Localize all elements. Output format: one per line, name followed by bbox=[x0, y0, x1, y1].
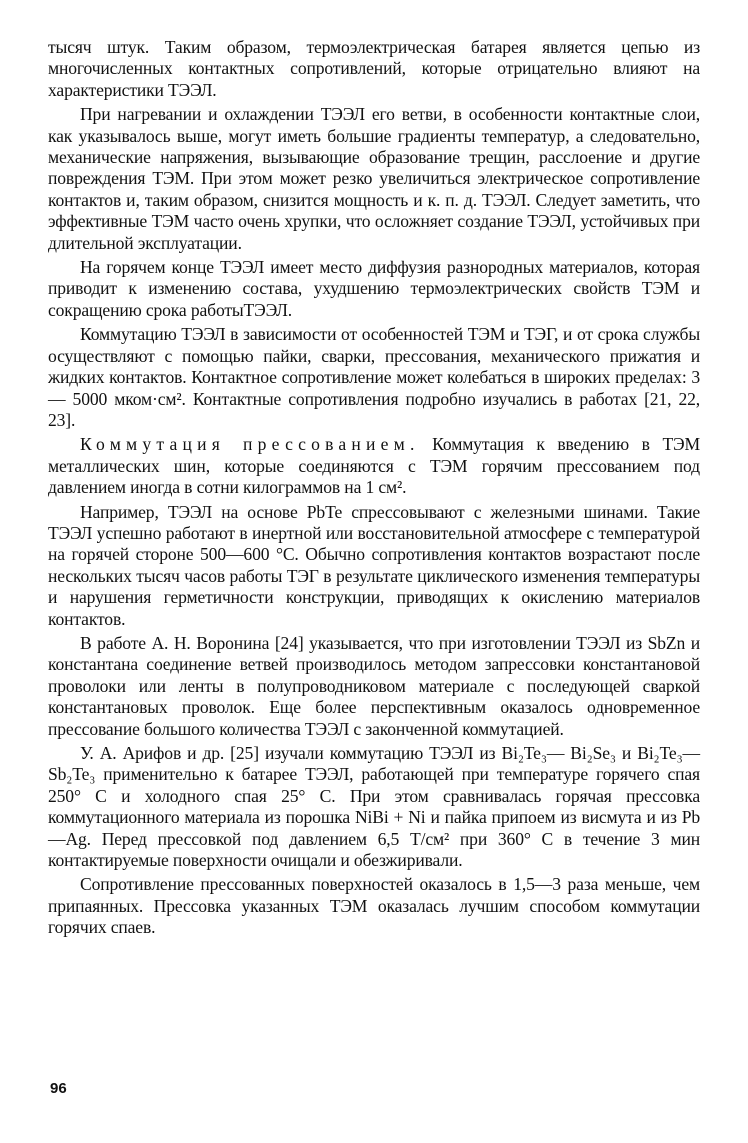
page-number: 96 bbox=[50, 1080, 67, 1097]
paragraph-9: Сопротивление прессованных поверхностей оказалось в 1,5—3 раза меньше, чем припаянных. Прессовка указанных ТЭМ оказалась лучшим способом коммутации горячих спаев. bbox=[48, 874, 700, 938]
paragraph-3: На горячем конце ТЭЭЛ имеет место диффузия разнородных материалов, которая приводит к изменению состава, ухудшению термоэлектрических свойств ТЭМ и сокращению срока работыТЭЭЛ. bbox=[48, 257, 700, 320]
paragraph-4: Коммутацию ТЭЭЛ в зависимости от особенностей ТЭМ и ТЭГ, и от срока службы осуществляют с помощью пайки, сварки, прессования, механического прижатия и жидких контактов. Контактное сопротивление может колебаться в широких пределах: 3 — 5000 мком·см². Контактные сопротивления подробно изучались в работах [21, 22, 23]. bbox=[48, 324, 700, 430]
paragraph-1: тысяч штук. Таким образом, термоэлектрическая батарея является цепью из многочисленных контактных сопротивлений, которые отрицательно влияют на характеристики ТЭЭЛ. bbox=[48, 37, 700, 100]
paragraph-5-section-heading: Коммутация прессованием. Коммутация к введению в ТЭМ металлических шин, которые соединяются с ТЭМ горячим прессованием под давлением иногда в сотни килограммов на 1 см². bbox=[48, 434, 700, 498]
paragraph-7: В работе А. Н. Воронина [24] указывается, что при изготовлении ТЭЭЛ из SbZn и константана соединение ветвей производилось методом запрессовки константановой проволоки или ленты в полупроводниковом материале с последующей сваркой константановых проволок. Еще более перспективным оказалось одновременное прессование большого количества ТЭЭЛ с законченной коммутацией. bbox=[48, 632, 700, 739]
paragraph-8: У. А. Арифов и др. [25] изучали коммутацию ТЭЭЛ из Bi₂Te₃— Bi₂Se₃ и Bi₂Te₃—Sb₂Te₃ применительно к батарее ТЭЭЛ, работающей при температуре горячего спая 250° С и холодного спая 25° С. При этом сравнивалась горячая прессовка коммутационного материала из порошка NiBi + Ni и пайка припоем из висмута и из Pb—Ag. Перед прессовкой под давлением 6,5 Т/см² при 360° С в течение 3 мин контактируемые поверхности очищали и обезжиривали. bbox=[48, 743, 700, 871]
paragraph-6: Например, ТЭЭЛ на основе PbTe спрессовывают с железными шинами. Такие ТЭЭЛ успешно работают в инертной или восстановительной атмосфере с температурой на горячей стороне 500—600 °C. Обычно сопротивления контактов возрастают после нескольких тысяч часов работы ТЭГ в результате циклического изменения температуры и нарушения герметичности конструкции, приводящих к окислению материалов контактов. bbox=[48, 501, 700, 629]
paragraph-2: При нагревании и охлаждении ТЭЭЛ его ветви, в особенности контактные слои, как указывалось выше, могут иметь большие градиенты температур, а следовательно, механические напряжения, вызывающие образование трещин, расслоение и другие повреждения ТЭМ. При этом может резко увеличиться электрическое сопротивление контактов и, таким образом, снизится мощность и к. п. д. ТЭЭЛ. Следует заметить, что эффективные ТЭМ часто очень хрупки, что осложняет создание ТЭЭЛ, устойчивых при длительной эксплуатации. bbox=[48, 104, 700, 253]
section-heading-spaced: Коммутация прессованием. bbox=[80, 434, 420, 455]
body-text bbox=[48, 37, 700, 942]
